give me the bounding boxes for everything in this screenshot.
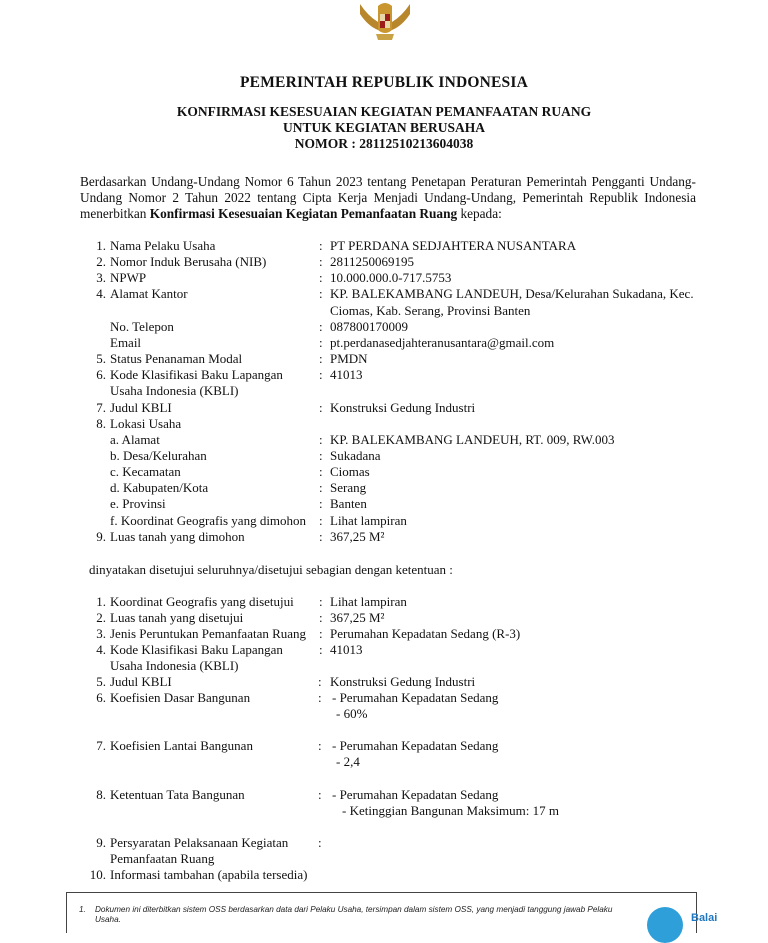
row-label: b. Desa/Kelurahan [110, 447, 207, 463]
row-number: 4. [96, 642, 106, 657]
row-number: 8. [96, 415, 106, 431]
row-label: e. Provinsi [110, 496, 166, 512]
row-number: 3. [96, 270, 106, 286]
section2-row [0, 835, 768, 851]
section1-row [0, 270, 768, 286]
row-value: 41013 [330, 642, 363, 657]
section1-row [0, 496, 768, 512]
row-colon: : [319, 512, 323, 528]
row-value: - Ketinggian Bangunan Maksimum: 17 m [342, 803, 560, 818]
row-label: a. Alamat [110, 431, 160, 447]
row-label: Persyaratan Pelaksanaan Kegiatan [110, 835, 289, 850]
row-number: 2. [96, 254, 106, 270]
row-label: d. Kabupaten/Kota [110, 480, 209, 496]
row-label: Informasi tambahan (apabila tersedia) [110, 867, 308, 882]
row-colon: : [319, 447, 323, 463]
row-value: PMDN [330, 351, 368, 367]
row-value: - Perumahan Kepadatan Sedang [332, 787, 499, 802]
row-number: 3. [96, 626, 106, 641]
row-colon: : [318, 674, 322, 689]
row-value: 087800170009 [330, 318, 408, 334]
row-value: Ciomas [330, 464, 370, 480]
row-value: 41013 [330, 367, 363, 383]
row-colon: : [319, 464, 323, 480]
row-colon: : [319, 318, 323, 334]
document-number: NOMOR : 28112510213604038 [294, 136, 474, 151]
row-label: c. Kecamatan [110, 464, 181, 480]
row-value: - Perumahan Kepadatan Sedang [332, 738, 499, 753]
row-number: 5. [96, 351, 106, 367]
logo-text: Balai [691, 912, 718, 924]
row-colon: : [319, 626, 323, 641]
footer-note-box [66, 892, 718, 933]
section1-row [0, 335, 768, 351]
row-label: Jenis Peruntukan Pemanfaatan Ruang [110, 626, 307, 641]
section2-row [0, 658, 768, 674]
row-label: Koefisien Lantai Bangunan [110, 738, 253, 753]
section1-row [0, 400, 768, 416]
row-value: Konstruksi Gedung Industri [330, 399, 476, 415]
row-label: f. Koordinat Geografis yang dimohon [110, 512, 307, 528]
intro-text: Berdasarkan Undang-Undang Nomor 6 Tahun 2023 tentang Penetapan Peraturan Pemerintah Pengganti Undang-Undang Nomor 2 Tahun 2022 tentang Cipta Kerja Menjadi Undang-Undang, Pemerintah Republik Indonesia menerbitkan [80, 174, 696, 221]
row-number: 7. [96, 738, 106, 753]
row-value: PT PERDANA SEDJAHTERA NUSANTARA [330, 238, 577, 253]
logo-circle-icon [647, 907, 683, 943]
section2-row [0, 674, 768, 690]
row-colon: : [319, 270, 323, 286]
row-label: Koordinat Geografis yang disetujui [110, 594, 294, 609]
row-colon: : [319, 496, 323, 512]
balai-logo [647, 907, 718, 933]
row-colon: : [318, 835, 322, 850]
row-value: 10.000.000.0-717.5753 [330, 270, 452, 286]
row-label: Luas tanah yang dimohon [110, 528, 245, 544]
row-label: Usaha Indonesia (KBLI) [110, 658, 239, 673]
row-label: Alamat Kantor [110, 286, 188, 302]
row-value: Banten [330, 496, 367, 512]
row-colon: : [319, 399, 323, 415]
section1-row [0, 480, 768, 496]
row-value: - Perumahan Kepadatan Sedang [332, 690, 499, 705]
row-number: 1. [96, 238, 106, 253]
row-value: Ciomas, Kab. Serang, Provinsi Banten [330, 302, 531, 318]
row-number: 6. [96, 367, 106, 383]
section1-row [0, 238, 768, 254]
document-subtitle [0, 104, 768, 152]
row-number: 2. [96, 610, 106, 625]
row-label: Ketentuan Tata Bangunan [110, 787, 245, 802]
row-label: Kode Klasifikasi Baku Lapangan [110, 367, 283, 383]
row-value: Lihat lampiran [330, 512, 407, 528]
intro-text-end: kepada: [457, 206, 502, 221]
section2-row [0, 803, 768, 819]
row-label: Luas tanah yang disetujui [110, 610, 244, 625]
section2-row [0, 642, 768, 658]
row-colon: : [319, 334, 323, 350]
section2-row [0, 610, 768, 626]
row-value: Konstruksi Gedung Industri [330, 674, 476, 689]
row-colon: : [319, 480, 323, 496]
row-value: KP. BALEKAMBANG LANDEUH, Desa/Kelurahan Sukadana, Kec. [330, 286, 694, 302]
row-number: 8. [96, 787, 106, 802]
section2-row [0, 690, 768, 706]
row-label: Koefisien Dasar Bangunan [110, 690, 251, 705]
row-value: pt.perdanasedjahteranusantara@gmail.com [330, 334, 555, 350]
row-number: 10. [89, 867, 106, 882]
row-colon: : [319, 642, 323, 657]
row-number: 1. [96, 594, 106, 609]
row-number: 6. [96, 690, 106, 705]
row-number: 5. [96, 674, 106, 689]
row-label: Pemanfaatan Ruang [110, 851, 215, 866]
subtitle-line-2: UNTUK KEGIATAN BERUSAHA [282, 120, 486, 135]
row-label: Usaha Indonesia (KBLI) [110, 383, 239, 399]
intro-bold-text: Konfirmasi Kesesuaian Kegiatan Pemanfaatan Ruang [149, 206, 458, 221]
section1-row [0, 432, 768, 448]
subtitle-line-1: KONFIRMASI KESESUAIAN KEGIATAN PEMANFAATAN RUANG [176, 104, 592, 119]
page-title: PEMERINTAH REPUBLIK INDONESIA [240, 74, 528, 91]
row-value: Perumahan Kepadatan Sedang (R-3) [330, 626, 521, 641]
approval-statement: dinyatakan disetujui seluruhnya/disetujui sebagian dengan ketentuan : [89, 562, 453, 577]
section1-row [0, 286, 768, 302]
row-value: Lihat lampiran [330, 594, 407, 609]
row-colon: : [319, 351, 323, 367]
row-label: Judul KBLI [110, 674, 172, 689]
section2-row [0, 626, 768, 642]
row-label: Kode Klasifikasi Baku Lapangan [110, 642, 283, 657]
row-label: No. Telepon [110, 318, 174, 334]
row-label: NPWP [110, 270, 147, 286]
row-label: Lokasi Usaha [110, 415, 182, 431]
section1-row [0, 513, 768, 529]
section2-row [0, 738, 768, 754]
row-number: 7. [96, 399, 106, 415]
row-value: Serang [330, 480, 367, 496]
row-colon: : [318, 690, 322, 705]
row-label: Nomor Induk Berusaha (NIB) [110, 254, 267, 270]
row-number: 9. [96, 528, 106, 544]
section1-row [0, 529, 768, 545]
section2-row [0, 594, 768, 610]
row-colon: : [319, 431, 323, 447]
footnote-text: Dokumen ini diterbitkan sistem OSS berdasarkan data dari Pelaku Usaha, tersimpan dalam sistem OSS, yang menjadi tanggung jawab Pelaku Usaha. [95, 905, 613, 924]
row-value: 367,25 M² [330, 610, 385, 625]
row-colon: : [318, 787, 322, 802]
row-colon: : [319, 238, 323, 253]
row-value: 367,25 M² [330, 528, 385, 544]
row-colon: : [319, 610, 323, 625]
footnote-number: 1. [79, 905, 86, 914]
section1-row [0, 303, 768, 319]
section1-row [0, 367, 768, 383]
section1-row [0, 383, 768, 399]
section1-row [0, 416, 768, 432]
row-label: Email [110, 334, 142, 350]
row-value: KP. BALEKAMBANG LANDEUH, RT. 009, RW.003 [330, 431, 615, 447]
intro-paragraph [80, 174, 696, 222]
section1-row [0, 351, 768, 367]
row-colon: : [319, 367, 323, 383]
section1-row [0, 464, 768, 480]
section2-row [0, 754, 768, 770]
section1-row [0, 254, 768, 270]
row-value: - 2,4 [336, 754, 360, 769]
row-value: 2811250069195 [330, 254, 415, 270]
row-colon: : [319, 286, 323, 302]
row-value: - 60% [336, 706, 368, 721]
row-value: Sukadana [330, 447, 381, 463]
row-colon: : [319, 254, 323, 270]
row-colon: : [319, 528, 323, 544]
section1-row [0, 319, 768, 335]
section2-row [0, 851, 768, 867]
section1-row [0, 448, 768, 464]
row-label: Nama Pelaku Usaha [110, 238, 216, 253]
section2-row [0, 867, 768, 883]
garuda-emblem-icon [354, 0, 416, 42]
row-number: 4. [96, 286, 106, 302]
row-colon: : [318, 738, 322, 753]
row-label: Status Penanaman Modal [110, 351, 243, 367]
section2-row [0, 787, 768, 803]
row-number: 9. [96, 835, 106, 850]
row-label: Judul KBLI [110, 399, 172, 415]
row-colon: : [319, 594, 323, 609]
section2-row [0, 706, 768, 722]
